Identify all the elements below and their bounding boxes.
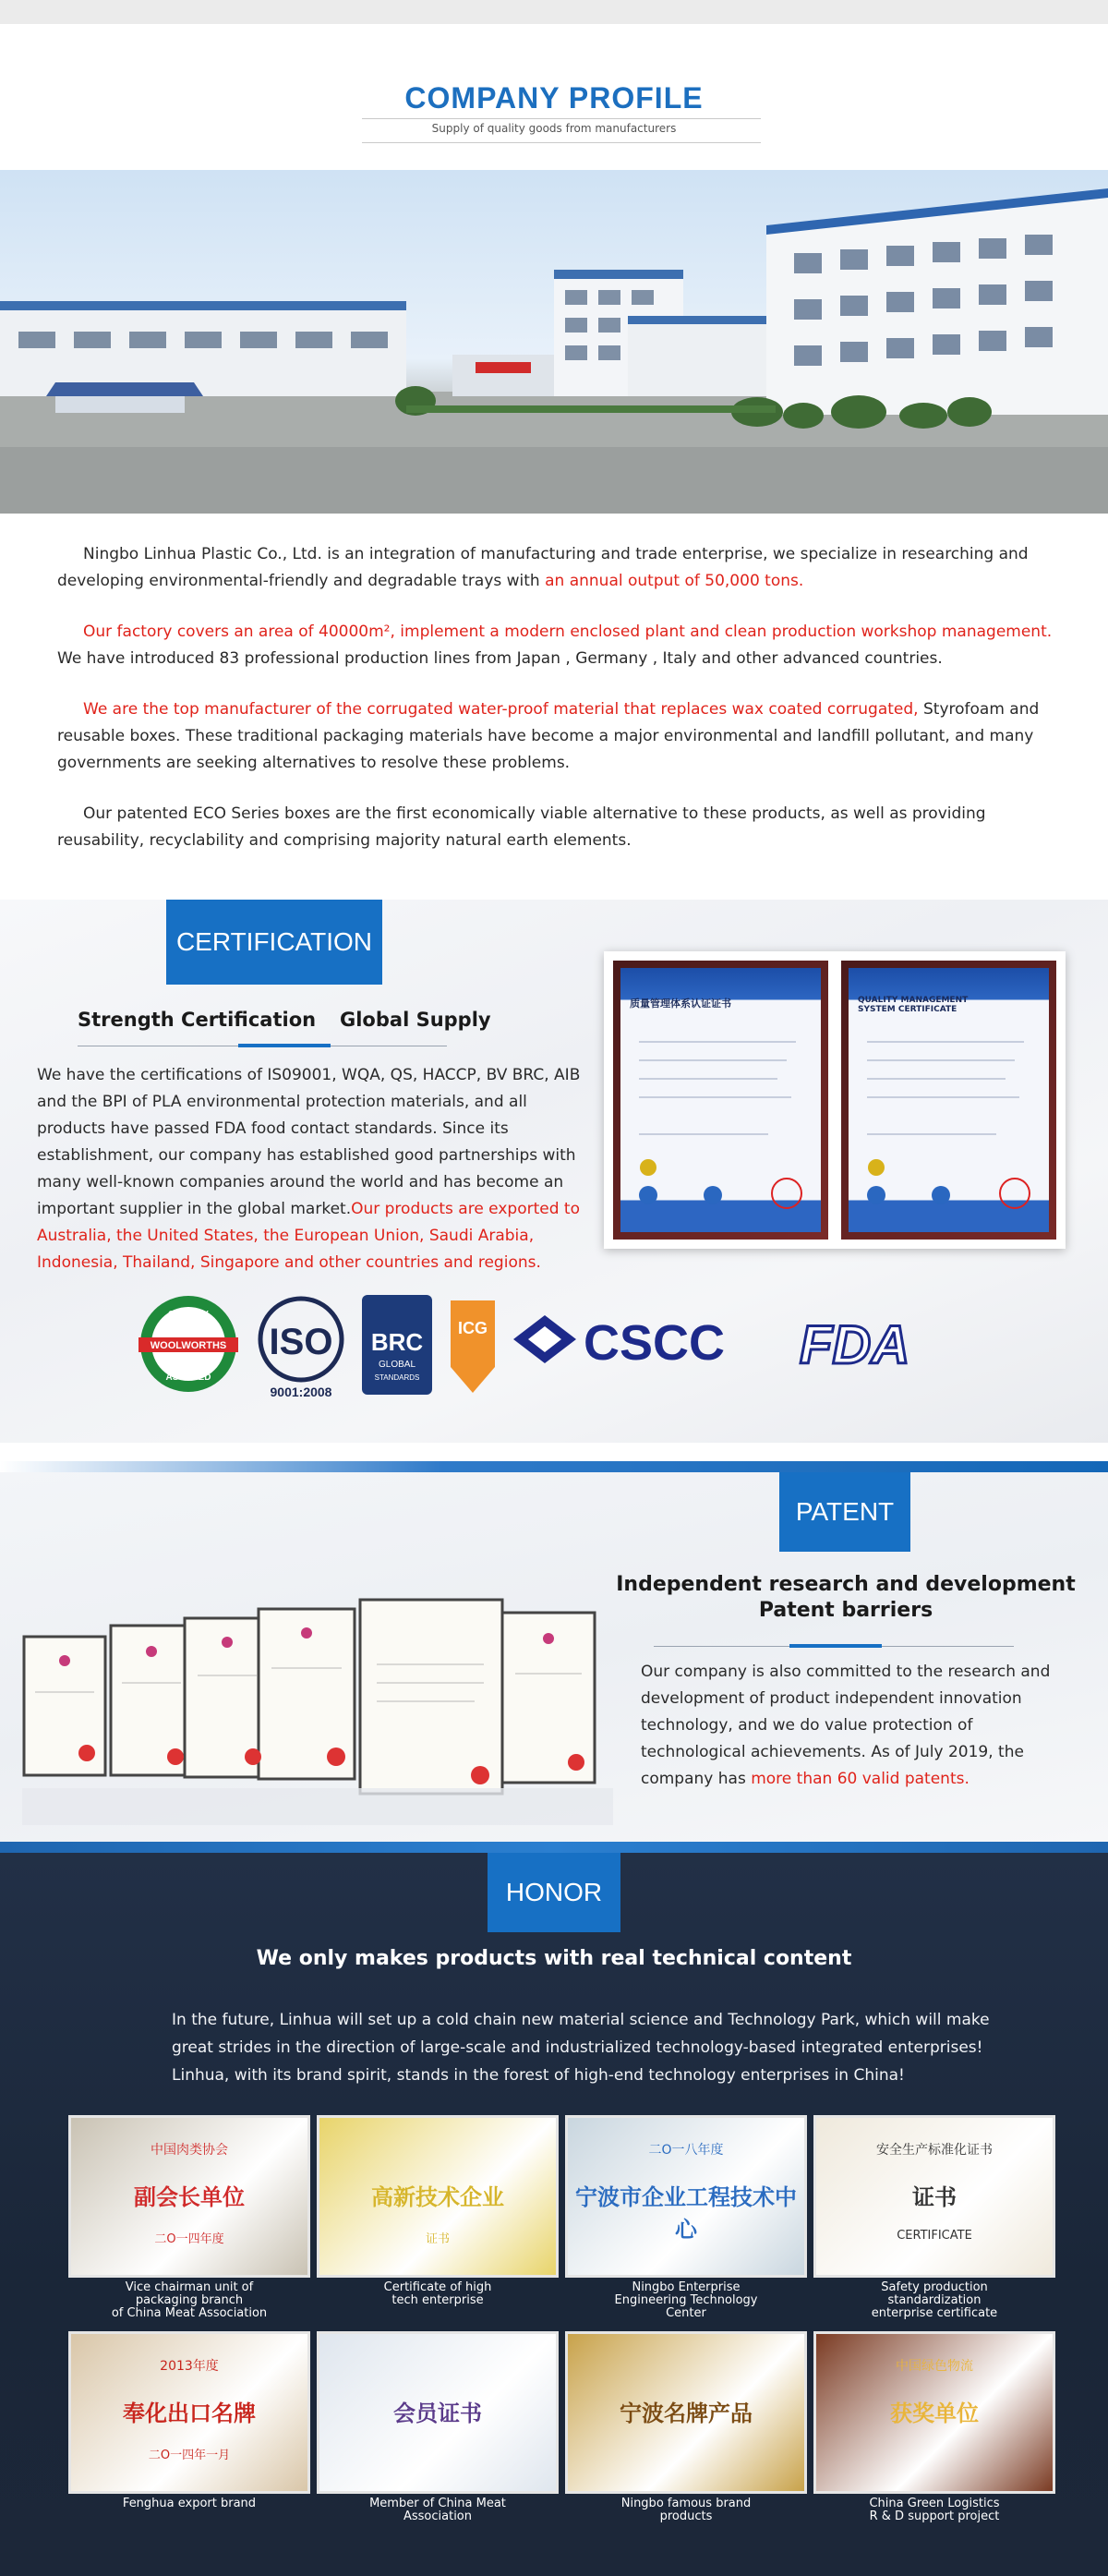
honor-plaque-image <box>565 2331 807 2494</box>
patent-divider-accent <box>789 1644 882 1648</box>
patent-certificates <box>22 1590 613 1831</box>
honor-card <box>68 2115 310 2320</box>
intro-paragraph-4 <box>57 801 1054 854</box>
woolworths-top: QUALITY <box>168 1310 209 1320</box>
honor-card <box>565 2331 807 2523</box>
certification-logos <box>0 1293 1108 1404</box>
iso-logo <box>260 1299 342 1399</box>
intro-p4-text: Our patented ECO Series boxes are the first economically viable alternative to these products, as well as providing reusability, recyclability and comprising majority natural earth elements. <box>57 804 986 850</box>
icg-text: ICG <box>457 1319 488 1337</box>
intro-paragraph-2 <box>57 619 1054 672</box>
brc-text: BRC <box>370 1328 424 1356</box>
honor-card <box>565 2115 807 2320</box>
honor-plaque-title: 会员证书 <box>393 2401 482 2426</box>
certification-body: We have the certifications of IS09001, WQA, QS, HACCP, BV BRC, AIB and the BPI of PLA environmental protection materials, and all products have passed FDA food contact standards. Since its establishment, our company has established good partnerships with many well-known companies around the world and has become an important supplier in the global market. <box>37 1066 581 1218</box>
woolworths-mid: WOOLWORTHS <box>150 1340 227 1351</box>
global-supply-heading: Global Supply <box>340 1009 491 1031</box>
honor-plaque-image <box>813 2331 1055 2494</box>
top-strip <box>0 0 1108 24</box>
certificate-en-details <box>849 968 1049 1232</box>
cscc-logo <box>513 1315 725 1371</box>
honor-plaque-top: 中国肉类协会 <box>151 2143 228 2158</box>
logos-strip <box>0 1293 1108 1404</box>
honor-caption: Member of China Meat Association <box>369 2497 506 2523</box>
honor-caption: China Green Logistics R & D support project <box>869 2497 1000 2523</box>
certification-text <box>37 1062 582 1276</box>
intro-p1-text: Ningbo Linhua Plastic Co., Ltd. is an integration of manufacturing and trade enterprise, we specialize in researching and developing environmental-friendly and degradable trays with <box>57 545 1029 590</box>
patent-text <box>641 1659 1056 1793</box>
brc-sub2: STANDARDS <box>374 1373 420 1382</box>
factory-illustration <box>0 170 1108 514</box>
honor-plaque-title: 获奖单位 <box>890 2401 979 2426</box>
page-subtitle: Supply of quality goods from manufacturers <box>431 122 677 135</box>
woolworths-bot: ASSURED <box>165 1373 211 1383</box>
page-title: COMPANY PROFILE <box>404 81 704 115</box>
honor-top-bar <box>0 1842 1108 1853</box>
cscc-text: CSCC <box>584 1315 726 1371</box>
honor-plaque-image <box>68 2115 310 2278</box>
certification-tab: CERTIFICATION <box>166 900 382 985</box>
brc-sub1: GLOBAL <box>378 1360 416 1370</box>
fda-logo <box>800 1315 909 1375</box>
patent-section <box>0 1443 1108 1842</box>
patent-heading-line1: Independent research and development <box>616 1573 1076 1596</box>
honor-plaque-top: 2013年度 <box>160 2359 219 2374</box>
patent-count-highlight: more than 60 valid patents. <box>751 1770 970 1788</box>
patent-certificates-illustration <box>22 1590 613 1831</box>
certificate-en <box>841 961 1056 1240</box>
honor-caption: Vice chairman unit of packaging branch of China Meat Association <box>111 2280 268 2320</box>
certificate-cn <box>613 961 828 1240</box>
certificate-en-title: QUALITY MANAGEMENT SYSTEM CERTIFICATE <box>858 996 969 1014</box>
intro-text <box>57 541 1054 878</box>
patent-heading <box>609 1572 1082 1624</box>
brc-logo <box>362 1295 432 1395</box>
honor-card <box>813 2331 1055 2523</box>
patent-heading-line2: Patent barriers <box>758 1599 933 1622</box>
certificate-cn-title: 质量管理体系认证证书 <box>630 998 731 1010</box>
iso-text: ISO <box>269 1322 333 1362</box>
honor-plaque-image <box>813 2115 1055 2278</box>
honor-plaque-bottom: 二O一四年一月 <box>148 2449 231 2462</box>
honor-text: In the future, Linhua will set up a cold chain new material science and Technology Park, which will make great strides in the direction of large-scale and industrialized technology-based integrated enterprises! Linhua, with its brand spirit, stands in the forest of high-end technology enterprises in China! <box>172 2011 990 2085</box>
honor-heading: We only makes products with real technical content <box>256 1947 852 1970</box>
intro-paragraph-3 <box>57 696 1054 777</box>
honor-card <box>317 2115 559 2307</box>
certification-section <box>0 900 1108 1443</box>
honor-plaque-bottom: CERTIFICATE <box>897 2229 972 2243</box>
honor-plaque-title: 宁波名牌产品 <box>620 2401 753 2426</box>
honor-card <box>68 2331 310 2510</box>
honor-plaque-image <box>565 2115 807 2278</box>
honor-plaque-title: 证书 <box>912 2184 957 2210</box>
honor-plaque-image <box>317 2115 559 2278</box>
subtitle-divider <box>362 142 761 143</box>
honor-plaque-top: 二O一八年度 <box>648 2143 724 2158</box>
woolworths-logo <box>138 1296 238 1392</box>
honor-plaque-bottom: 二O一四年度 <box>154 2232 224 2246</box>
honor-section <box>0 1842 1108 2576</box>
honor-plaque-title: 宁波市企业工程技术中心 <box>575 2184 797 2243</box>
honor-caption: Fenghua export brand <box>122 2497 257 2510</box>
honor-plaque-title: 副会长单位 <box>134 2184 245 2210</box>
honor-caption: Certificate of high tech enterprise <box>383 2280 492 2307</box>
honor-plaque-top: 中国绿色物流 <box>896 2359 973 2374</box>
certificate-photo <box>604 951 1066 1249</box>
patent-tab: PATENT <box>779 1472 910 1552</box>
fda-text: FDA <box>800 1315 910 1375</box>
honor-card <box>317 2331 559 2523</box>
factory-photo <box>0 170 1108 514</box>
certificate-cn-details <box>620 968 821 1232</box>
honor-caption: Safety production standardization enterprise certificate <box>871 2280 998 2320</box>
icg-logo <box>451 1300 495 1393</box>
honor-plaque-title: 奉化出口名牌 <box>123 2401 256 2426</box>
intro-p3-text: Styrofoam and reusable boxes. These traditional packaging materials have become a major environmental and landfill pollutant, and many governments are seeking alternatives to resolve these problems. <box>57 700 1040 772</box>
intro-p1-highlight: an annual output of 50,000 tons. <box>545 572 804 590</box>
honor-plaque-image <box>317 2331 559 2494</box>
honor-caption: Ningbo famous brand products <box>620 2497 752 2523</box>
honor-plaque-image <box>68 2331 310 2494</box>
honor-tab: HONOR <box>488 1853 620 1932</box>
title-divider <box>362 118 761 119</box>
patent-top-bar <box>0 1461 1108 1472</box>
intro-p2-text: We have introduced 83 professional production lines from Japan , Germany , Italy and other advanced countries. <box>57 649 943 668</box>
cert-heading-accent <box>238 1044 331 1047</box>
honor-plaque-top: 安全生产标准化证书 <box>876 2143 993 2158</box>
honor-card <box>813 2115 1055 2320</box>
honor-caption: Ningbo Enterprise Engineering Technology Center <box>614 2280 758 2320</box>
certification-export-highlight: Our products are exported to Australia, the United States, the European Union, Saudi Arabia, Indonesia, Thailand, Singapore and other countries and regions. <box>37 1200 580 1272</box>
iso-number: 9001:2008 <box>270 1385 332 1399</box>
intro-paragraph-1 <box>57 541 1054 595</box>
honor-plaque-title: 高新技术企业 <box>371 2184 504 2210</box>
honor-plaque-bottom: 证书 <box>425 2232 450 2246</box>
profile-header <box>0 24 1108 170</box>
intro-p2-highlight: Our factory covers an area of 40000m², implement a modern enclosed plant and clean production workshop management. <box>83 623 1053 641</box>
patent-body: Our company is also committed to the research and development of product independent innovation technology, and we do value protection of technological achievements. As of July 2019, the company has <box>641 1663 1051 1788</box>
intro-p3-highlight: We are the top manufacturer of the corrugated water-proof material that replaces wax coated corrugated, <box>83 700 919 719</box>
strength-certification-heading: Strength Certification <box>78 1009 317 1031</box>
